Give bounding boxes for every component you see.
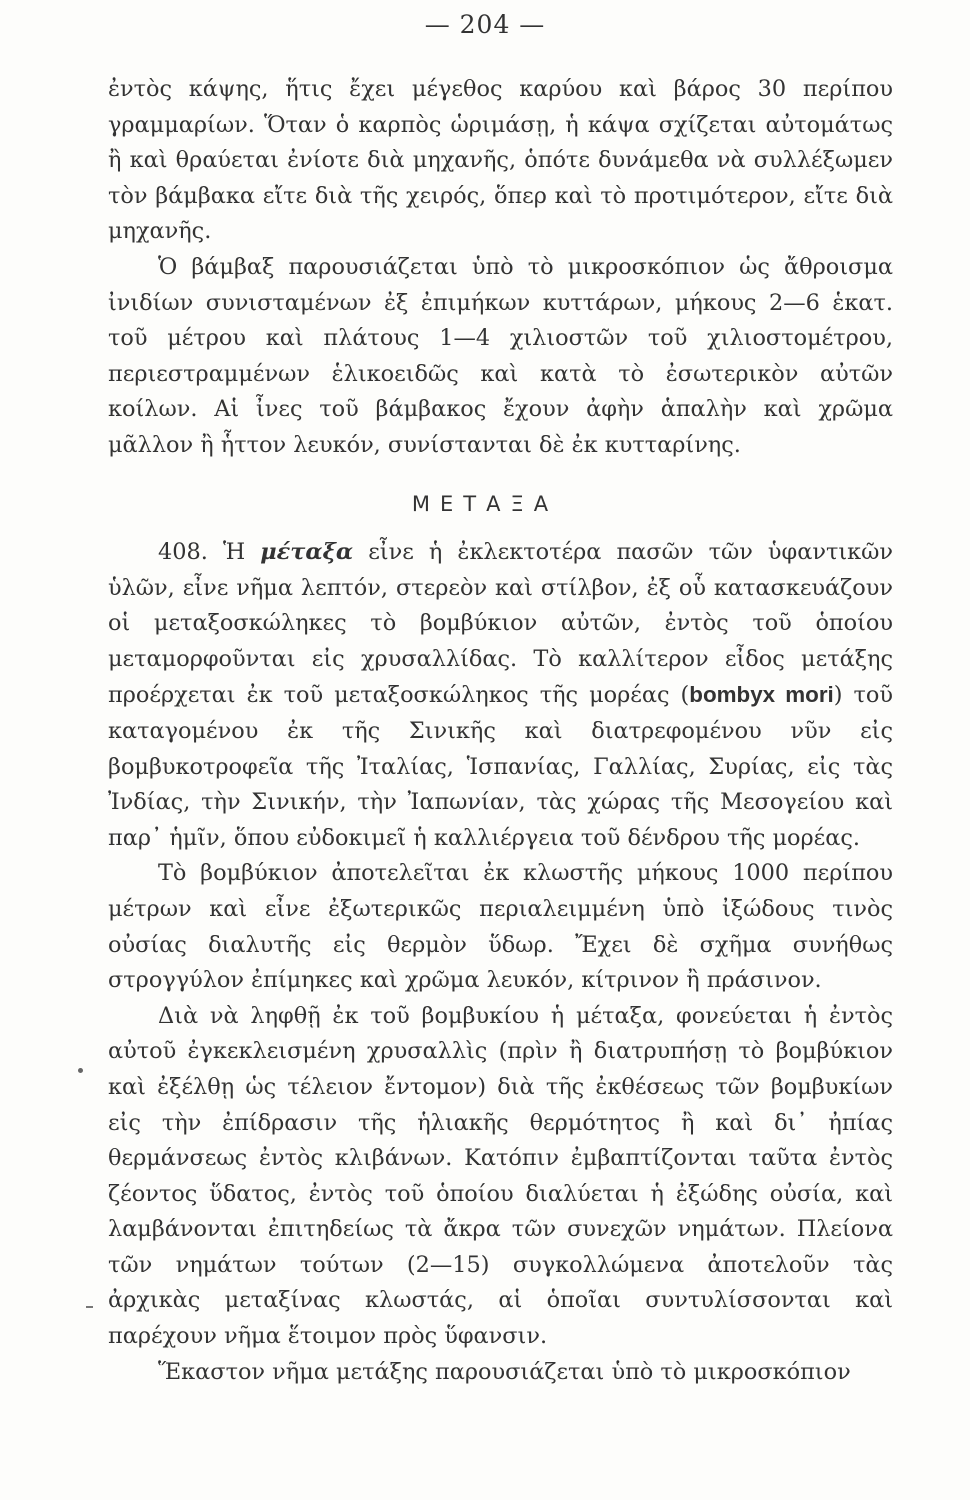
paragraph-number-text: 408. Ἡ [158,539,261,565]
paragraph-silk-extraction: Διὰ νὰ ληφθῇ ἐκ τοῦ βομβυκίου ἡ μέταξα, φονεύεται ἡ ἐντὸς αὐτοῦ ἐγκεκλεισμένη χρυσαλλὶς (πρὶν ἢ διατρυπήσῃ τὸ βομβύκιον καὶ ἐξέλθῃ ὡς τέλειον ἔντομον) διὰ τῆς ἐκθέσεως τῶν βομβυκίων εἰς τὴν ἐπίδρασιν τῆς ἡλιακῆς θερμότητος ἢ καὶ δι᾽ ἠπίας θερμάνσεως ἐντὸς κλιβάνων. Κατόπιν ἐμβαπτίζονται ταῦτα ἐντὸς ζέοντος ὕδατος, ἐντὸς τοῦ ὁποίου διαλύεται ἡ ἐξώδης οὐσία, καὶ λαμβάνονται ἐπιτηδείως τὰ ἄκρα τῶν συνεχῶν νημάτων. Πλείονα τῶν νημάτων τούτων (2—15) συγκολλώμενα ἀποτελοῦν τὰς ἀρχικὰς μεταξίνας κλωστάς, αἱ ὁποῖαι συντυλίσσονται καὶ παρέχουν νῆμα ἕτοιμον πρὸς ὕφανσιν. [108,1002,893,1350]
intro-text [108,72,893,464]
paragraph-cotton-capsule: ἐντὸς κάψης, ἥτις ἔχει μέγεθος καρύου καὶ βάρος 30 περίπου γραμμαρίων. Ὅταν ὁ καρπὸς ὡριμάσῃ, ἡ κάψα σχίζεται αὐτομάτως ἢ καὶ θραύεται ἐνίοτε διὰ μηχανῆς, ὁπότε δυνάμεθα νὰ συλλέξωμεν τὸν βάμβακα εἴτε διὰ τῆς χειρός, ὅπερ καὶ τὸ προτιμότερον, εἴτε διὰ μηχανῆς. [108,76,893,245]
page-number: — 204 — [424,10,546,39]
section-heading-silk: ΜΕΤΑΞΑ [411,492,559,516]
paragraph-end-text: ) τοῦ καταγομένου ἐκ τῆς Σινικῆς καὶ διατρεφομένου νῦν εἰς βομβυκοτροφεῖα τῆς Ἰταλίας, Ἱσπανίας, Γαλλίας, Συρίας, εἰς τὰς Ἰνδίας, τὴν Σινικήν, τὴν Ἰαπωνίαν, τὰς χώρας τῆς Μεσογείου καὶ παρ᾽ ἡμῖν, ὅπου εὐδοκιμεῖ ἡ καλλιέργεια τοῦ δένδρου τῆς μορέας. [108,682,893,851]
latin-name: bombyx mori [689,682,834,708]
paragraph-cotton-microscope: Ὁ βάμβαξ παρουσιάζεται ὑπὸ τὸ μικροσκόπιον ὡς ἄθροισμα ἰνιδίων συνισταμένων ἐξ ἐπιμήκων κυττάρων, μήκους 2—6 ἑκατ. τοῦ μέτρου καὶ πλάτους 1—4 χιλιοστῶν τοῦ χιλιοστομέτρου, περιεστραμμένων ἑλικοειδῶς καὶ κατὰ τὸ ἐσωτερικὸν αὐτῶν κοίλων. Αἱ ἶνες τοῦ βάμβακος ἔχουν ἀφὴν ἁπαλὴν καὶ χρῶμα μᾶλλον ἢ ἧττον λευκόν, συνίστανται δὲ ἐκ κυτταρίνης. [108,253,893,458]
paragraph-silk-definition [108,535,893,856]
paragraph-cocoon: Τὸ βομβύκιον ἀποτελεῖται ἐκ κλωστῆς μήκους 1000 περίπου μέτρων καὶ εἶνε ἐξωτερικῶς περιαλειμμένη ὑπὸ ἰξώδους τινὸς οὐσίας διαλυτῆς εἰς θερμὸν ὕδωρ. Ἔχει δὲ σχῆμα συνήθως στρογγύλον ἐπίμηκες καὶ χρῶμα λευκόν, κίτρινον ἢ πράσινον. [108,860,893,994]
paragraph-body-text: εἶνε ἡ ἐκλεκτοτέρα πασῶν τῶν ὑφαντικῶν ὑλῶν, εἶνε νῆμα λεπτόν, στερεὸν καὶ στίλβον, ἐξ οὗ κατασκευάζουν οἱ μεταξοσκώληκες τὸ βομβύκιον αὐτῶν, ἐντὸς τοῦ ὁποίου μεταμορφοῦνται εἰς χρυσαλλίδας. Τὸ καλλίτερον εἶδος μετάξης προέρχεται ἐκ τοῦ μεταξοσκώληκος τῆς μορέας ( [108,539,893,709]
emphasized-term: μέταξα [260,539,354,565]
silk-section-text [108,535,893,1390]
paragraph-silk-thread: Ἕκαστον νῆμα μετάξης παρουσιάζεται ὑπὸ τὸ μικροσκόπιον [158,1358,851,1385]
margin-mark-dash [86,1306,93,1308]
margin-mark-dot [78,1068,83,1073]
